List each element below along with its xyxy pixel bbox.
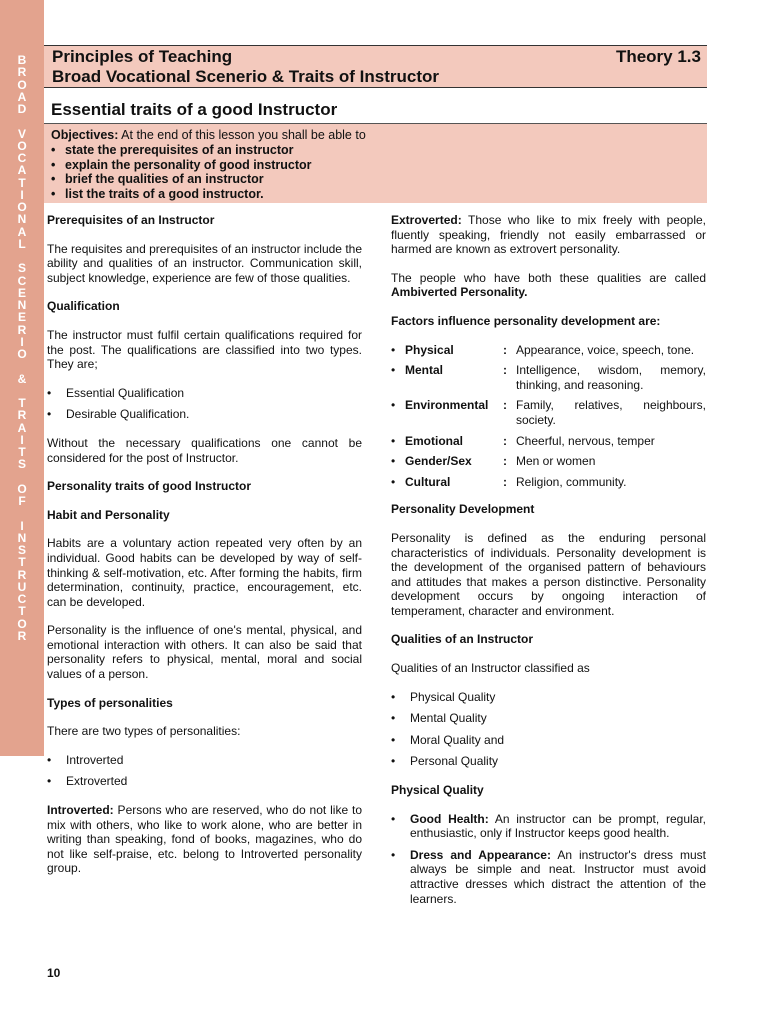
list-item: • Extroverted	[47, 774, 128, 789]
factor-colon: :	[503, 363, 507, 378]
dress-label: Dress and Appearance:	[410, 847, 551, 862]
side-band-letter: C	[17, 592, 27, 606]
side-band-letter: S	[17, 457, 26, 472]
side-band-letter: N	[17, 298, 27, 312]
side-band-letter: O	[17, 200, 27, 214]
bullet: •	[391, 454, 396, 469]
extroverted-label: Extroverted:	[391, 213, 462, 227]
factor-name: Physical	[405, 342, 454, 357]
header-box	[44, 46, 707, 87]
side-band-letter: A	[17, 163, 27, 178]
list-item: • Personal Quality	[391, 754, 499, 769]
side-band-letter: E	[17, 310, 26, 325]
paragraph-habits: Habits are a voluntary action repeated very often by an individual. Good habits can be developed by way of self-thinking & self-motivation, etc. After forming the habits, firm determination, continuity, practice, encouragement, etc. can be developed.	[47, 536, 362, 609]
heading-qualification: Qualification	[47, 299, 120, 314]
heading-types-personalities: Types of personalities	[47, 695, 173, 710]
factor-colon: :	[503, 474, 507, 489]
left-column	[47, 213, 362, 890]
objectives-intro	[51, 128, 707, 143]
side-band-letter: N	[17, 212, 27, 227]
side-band-letter: A	[17, 89, 27, 104]
side-band-letter: A	[17, 420, 27, 435]
side-band-letter: R	[17, 408, 27, 423]
header-title-line1: Principles of Teaching	[52, 47, 233, 66]
heading-qualities: Qualities of an Instructor	[391, 632, 534, 647]
side-band-letter: T	[18, 555, 26, 570]
heading-personality-traits: Personality traits of good Instructor	[47, 479, 252, 494]
side-band-letter: C	[17, 151, 27, 165]
list-item: • Moral Quality and	[391, 732, 505, 747]
list-item: • Desirable Qualification.	[47, 407, 190, 422]
side-band-letter: &	[17, 371, 27, 386]
factor-value: Family, relatives, neighbours, society.	[516, 398, 706, 427]
factor-row	[391, 363, 706, 392]
bullet: •	[391, 433, 396, 448]
header-title-line2: Broad Vocational Scenerio & Traits of Instructor	[52, 67, 439, 86]
bullet: •	[391, 363, 396, 378]
factor-row	[391, 398, 706, 427]
list-item: • Introverted	[47, 752, 124, 767]
side-band-letter: T	[18, 445, 26, 459]
side-band-letter: F	[18, 494, 26, 508]
side-band-letter: R	[17, 322, 27, 337]
good-health-label: Good Health:	[410, 811, 489, 826]
side-band-letter: O	[17, 77, 27, 92]
paragraph-personality-development: Personality is defined as the enduring personal characteristics of individuals. Personality development is the development of the organised pattern of behaviours and attitudes that makes a person distinctive. Personality development occurs by ongoing interaction of temperament, character and environment.	[391, 530, 706, 618]
side-band-letter: L	[18, 236, 26, 251]
side-band-letter: E	[17, 285, 26, 300]
factor-value: Cheerful, nervous, temper	[516, 433, 655, 448]
side-band-letter: I	[20, 432, 24, 447]
factor-value: Religion, community.	[516, 474, 627, 489]
side-band-letter: T	[18, 396, 26, 410]
side-band-letter: R	[17, 567, 27, 582]
side-band-letter: I	[20, 518, 24, 533]
page-number: 10	[47, 966, 61, 980]
side-band-letter: V	[17, 126, 26, 141]
bullet: •	[391, 342, 396, 357]
heading-prerequisites: Prerequisites of an Instructor	[47, 213, 215, 227]
side-band-text	[0, 54, 44, 642]
factor-list	[391, 343, 706, 490]
bullet: •	[391, 474, 396, 489]
heading-factors: Factors influence personality development are:	[391, 313, 661, 328]
bullet: •	[391, 398, 396, 413]
side-band-letter: S	[17, 543, 26, 557]
right-column	[391, 213, 706, 913]
side-band-letter: U	[17, 579, 27, 594]
side-band-letter: I	[20, 187, 24, 202]
objective-item: • brief the qualities of an instructor	[51, 172, 264, 187]
paragraph-qualification: The instructor must fulfil certain qualifications required for the post. The qualifications are classified into two types. They are;	[47, 327, 362, 372]
factor-colon: :	[503, 454, 507, 469]
side-band-letter: S	[17, 261, 26, 276]
factor-name: Emotional	[405, 433, 464, 448]
header-rule-bottom	[44, 87, 707, 88]
factor-colon: :	[503, 398, 507, 413]
factor-value: Intelligence, wisdom, memory, thinking, and reasoning.	[516, 363, 706, 392]
list-item: • Essential Qualification	[47, 385, 185, 400]
side-band-letter: R	[17, 628, 27, 643]
side-band-letter: C	[17, 273, 27, 288]
paragraph-introverted: Introverted: Persons who are reserved, who do not like to mix with others, who like to work alone, who are better in writing than speaking, fond of books, magazines, who do not like self-praise, etc. belong to Introverted personality group.	[47, 803, 362, 876]
factor-colon: :	[503, 342, 507, 357]
list-item: • Mental Quality	[391, 711, 487, 726]
side-band-letter: N	[17, 530, 27, 545]
ambiverted-label: Ambiverted Personality.	[391, 285, 528, 300]
factor-name: Gender/Sex	[405, 454, 472, 469]
objective-item: • list the traits of a good instructor.	[51, 187, 264, 202]
factor-name: Environmental	[405, 398, 489, 413]
side-band-letter: A	[17, 224, 27, 239]
list-item: • Physical Quality	[391, 689, 496, 704]
lesson-title: Essential traits of a good Instructor	[51, 100, 338, 119]
paragraph-extroverted: Extroverted: Those who like to mix freely with people, fluently speaking, friendly not easily embarrassed or harmed are known as extrovert personality.	[391, 213, 706, 257]
objective-item: • explain the personality of good instructor	[51, 157, 312, 172]
factor-colon: :	[503, 433, 507, 448]
side-band-letter: I	[20, 334, 24, 349]
side-band-letter: T	[18, 175, 26, 190]
objectives-box	[44, 123, 707, 203]
list-item: • Dress and Appearance: An instructor's dress must always be simple and neat. Instructor must avoid attractive dresses which distract the attention of the learners.	[391, 847, 707, 906]
paragraph-prerequisites: The requisites and prerequisites of an instructor include the ability and qualities of an instructor. Communication skill, subject knowledge, experience are few of those qualities.	[47, 241, 362, 285]
side-band-letter: T	[18, 604, 26, 619]
side-band-letter: O	[17, 481, 27, 496]
paragraph-personality: Personality is the influence of one's mental, physical, and emotional interaction with others. It can also be said that personality refers to physical, mental, moral and social values of a person.	[47, 623, 362, 682]
side-band-letter: B	[17, 53, 27, 67]
paragraph-ambiverted: The people who have both these qualities are called Ambiverted Personality.	[391, 270, 706, 300]
side-band-letter: D	[17, 102, 27, 116]
factor-value: Men or women	[516, 454, 596, 469]
objective-item: • state the prerequisites of an instructor	[51, 142, 294, 157]
paragraph-qualities: Qualities of an Instructor classified as	[391, 661, 590, 676]
heading-physical-quality: Physical Quality	[391, 783, 484, 798]
header-theory-number: Theory 1.3	[615, 47, 701, 66]
side-band-letter: O	[17, 138, 27, 153]
side-band-letter: O	[17, 347, 27, 361]
side-band-letter: O	[17, 616, 27, 631]
factor-value: Appearance, voice, speech, tone.	[516, 342, 695, 357]
factor-name: Mental	[405, 363, 444, 378]
factor-row	[391, 343, 706, 358]
factor-row	[391, 454, 706, 469]
objectives-intro-text: At the end of this lesson you shall be able to	[118, 128, 366, 142]
list-item: • Good Health: An instructor can be prompt, regular, enthusiastic, only if Instructor keeps good health.	[391, 811, 706, 841]
objectives-label: Objectives:	[51, 128, 119, 142]
heading-personality-development: Personality Development	[391, 502, 535, 517]
factor-name: Cultural	[405, 474, 451, 489]
paragraph-types: There are two types of personalities:	[47, 724, 241, 739]
introverted-label: Introverted:	[47, 803, 114, 818]
paragraph-without-qualification: Without the necessary qualifications one cannot be considered for the post of Instructor.	[47, 435, 362, 465]
heading-habit-personality: Habit and Personality	[47, 507, 170, 522]
side-band-letter: R	[17, 65, 27, 80]
factor-row	[391, 434, 706, 449]
factor-row	[391, 475, 706, 490]
